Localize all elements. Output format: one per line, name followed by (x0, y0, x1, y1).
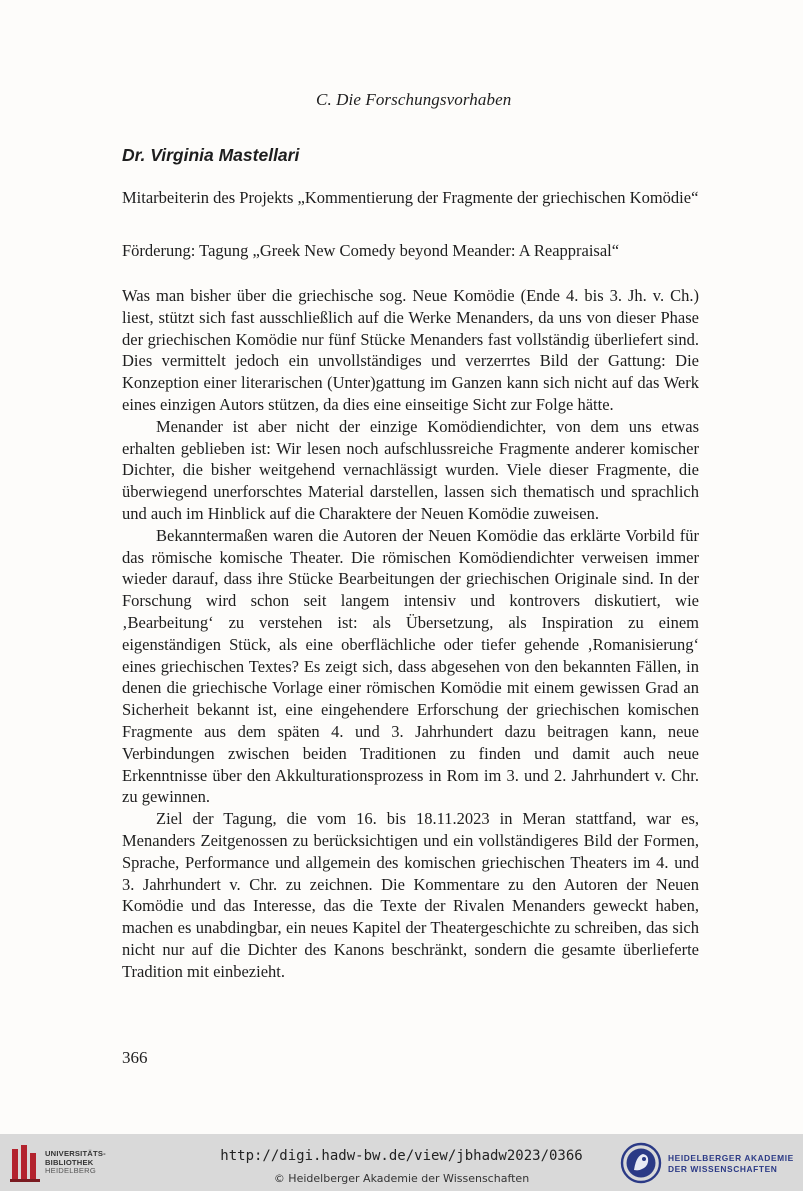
ub-logo-line-2: BIBLIOTHEK (45, 1157, 94, 1167)
running-head: C. Die Forschungsvorhaben (316, 90, 512, 109)
copyright-notice: © Heidelberger Akademie der Wissenschaften (273, 1172, 530, 1185)
hadw-seal-icon (620, 1142, 662, 1184)
ub-logo-line-3: HEIDELBERG (45, 1166, 96, 1176)
hadw-logo-text (668, 1153, 794, 1174)
hadw-logo-line-2: DER WISSENSCHAFTEN (668, 1163, 778, 1174)
author-name: Dr. Virginia Mastellari (122, 145, 300, 165)
body-text (122, 285, 699, 983)
page-number: 366 (122, 1048, 148, 1067)
paragraph-2: Menander ist aber nicht der einzige Komödiendichter, von dem uns etwas erhalten geblieben ist: Wir lesen noch aufschlussreiche Fragmente anderer komischer Dichter, die bisher weitgehend vernachlässigt wurden. Viele dieser Fragmente, die überwiegend unerforschtes Material darstellen, lassen sich thematisch und sprachlich und auch im Hinblick auf die Charaktere der Neuen Komödie zuweisen. (122, 416, 699, 523)
hadw-logo-line-1: HEIDELBERGER AKADEMIE (668, 1153, 794, 1163)
paragraph-4: Ziel der Tagung, die vom 16. bis 18.11.2023 in Meran stattfand, war es, Menanders Zeitgenossen zu berücksichtigen und ein vollständigeres Bild der Formen, Sprache, Performance und allgemein des komischen griechischen Theaters im 4. und 3. Jahrhundert v. Chr. zu zeichnen. Die Kommentare zu den Autoren der Neuen Komödie und das Interesse, das die Texte der Rivalen Menanders geweckt haben, machen es unabdingbar, ein neues Kapitel der Theatergeschichte zu schreiben, das sich nicht nur auf die Dichter des Kanons beschränkt, sondern die gesamte überlieferte Tradition mit einbezieht. (122, 809, 699, 981)
permalink-url[interactable]: http://digi.hadw-bw.de/view/jbhadw2023/0366 (220, 1148, 583, 1164)
hadw-logo[interactable] (620, 1140, 800, 1186)
ub-logo-line-1: UNIVERSITÄTS- (45, 1149, 106, 1158)
paragraph-3: Bekanntermaßen waren die Autoren der Neuen Komödie das erklärte Vorbild für das römische komische Theater. Die römischen Komödiendichter verweisen immer wieder darauf, dass ihre Stücke Bearbeitungen der griechischen Originale sind. In der Forschung wird schon seit langem intensiv und kontrovers diskutiert, wie ‚Bearbeitung‘ zu verstehen ist: als Übersetzung, als Inspiration zu einem eigenständigen Stück, als eine oberflächliche oder tiefer gehende ‚Romanisierung‘ eines griechischen Textes? Es zeigt sich, dass abgesehen von den bekannten Fällen, in denen die griechische Vorlage einer römischen Komödie mit einem gewissen Grad an Sicherheit bekannt ist, eine eingehendere Erforschung der griechischen komischen Fragmente aus dem späten 4. und 3. Jahrhundert dazu beitragen kann, neue Verbindungen zwischen beiden Traditionen zu finden und damit auch neue Erkenntnisse über den Akkulturationsprozess in Rom im 3. und 2. Jahrhundert v. Chr. zu gewinnen. (122, 525, 699, 807)
project-role: Mitarbeiterin des Projekts „Kommentierung der Fragmente der griechischen Komödie“ (122, 188, 699, 207)
funding-line: Förderung: Tagung „Greek New Comedy beyond Meander: A Reappraisal“ (122, 241, 620, 260)
paragraph-1: Was man bisher über die griechische sog. Neue Komödie (Ende 4. bis 3. Jh. v. Ch.) liest, stützt sich fast ausschließlich auf die Werke Menanders, da uns von dieser Phase der griechischen Komödie nur fünf Stücke Menanders fast vollständig überliefert sind. Dies vermittelt jedoch ein unvollständiges und verzerrtes Bild der Gattung: Die Konzeption einer literarischen (Unter)gattung im Ganzen kann sich nicht auf das Werk eines einzigen Autors stützen, da dies eine einseitige Sicht zur Folge hätte. (122, 286, 699, 414)
viewer-footer (0, 1134, 803, 1191)
